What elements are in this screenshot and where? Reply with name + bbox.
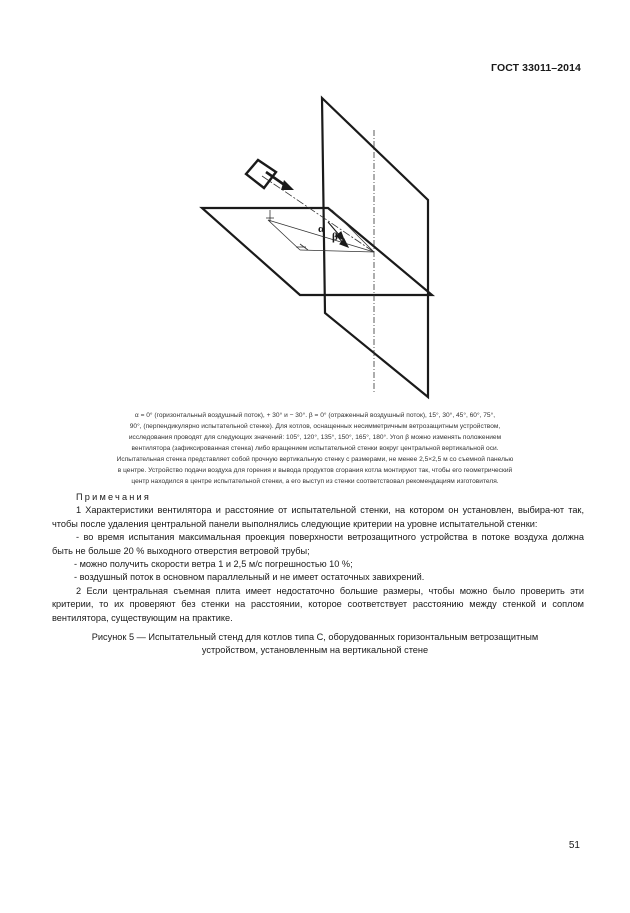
fan-icon xyxy=(246,160,374,252)
notes-title: Примечания xyxy=(76,492,152,502)
horizontal-plane xyxy=(202,208,432,295)
test-stand-diagram xyxy=(0,0,630,410)
figure-caption xyxy=(44,410,586,487)
standard-code: ГОСТ 33011–2014 xyxy=(491,62,581,74)
figure-title xyxy=(60,631,570,657)
note-criterion: - можно получить скорости ветра 1 и 2,5 м/с погрешностью 10 %; xyxy=(74,559,353,570)
alpha-label: α xyxy=(318,223,325,235)
note-1: 1 Характеристики вентилятора и расстояние от испытательной стенки, на котором он установлен, выбира-ют так, чтобы после удаления центральной панели выполнялись следующие критерии на уровне испытательной стенки: xyxy=(52,505,584,529)
note-criterion: - во время испытания максимальная проекция поверхности ветрозащитного устройства в потоке воздуха должна быть не больше 20 % выходного отверстия ветровой трубы; xyxy=(52,532,584,556)
caption-line: α = 0° (горизонтальный воздушный поток), + 30° и − 30°. β = 0° (отраженный воздушный поток), 15°, 30°, 45°, 60°, 75°, xyxy=(134,412,496,419)
caption-line: исследования проводят для следующих значений: 105°, 120°, 135°, 150°, 165°, 180°. Угол β можно изменять положением xyxy=(128,434,502,441)
caption-line: 90°, (перпендикулярно испытательной стенке). Для котлов, оснащенных несимметричным ветрозащитным устройством, xyxy=(129,423,501,430)
beta-label: β xyxy=(332,231,338,243)
caption-line: центр находился в центре испытательной стенки, а его выступ из стенки соответствовал рекомендациям изготовителя. xyxy=(131,478,499,485)
note-criterion: - воздушный поток в основном параллельный и не имеет остаточных завихрений. xyxy=(74,572,425,583)
caption-line: в центре. Устройство подачи воздуха для горения и вывода продуктов сгорания котла монтируют так, чтобы его геометрический xyxy=(117,467,513,474)
note-2: 2 Если центральная съемная плита имеет недостаточно большие размеры, чтобы можно было проверить эти критерии, то их проверяют без стенки на расстоянии, которое соответствует расстоянию между стенкой и соплом вентилятора, существующим на практике. xyxy=(52,585,584,623)
caption-line: вентилятора (зафиксированная стенка) либо вращением испытательной стенки вокруг центральной вертикальной оси. xyxy=(131,445,499,452)
figure-title-line: устройством, установленным на вертикальной стене xyxy=(201,645,429,655)
figure-title-line: Рисунок 5 — Испытательный стенд для котлов типа С, оборудованных горизонтальным ветрозащитным xyxy=(91,632,539,642)
caption-line: Испытательная стенка представляет собой прочную вертикальную стенку с размерами, не менее 2,5×2,5 м со съемной панелью xyxy=(116,456,514,463)
notes-block xyxy=(52,491,584,625)
page-number: 51 xyxy=(568,840,580,851)
